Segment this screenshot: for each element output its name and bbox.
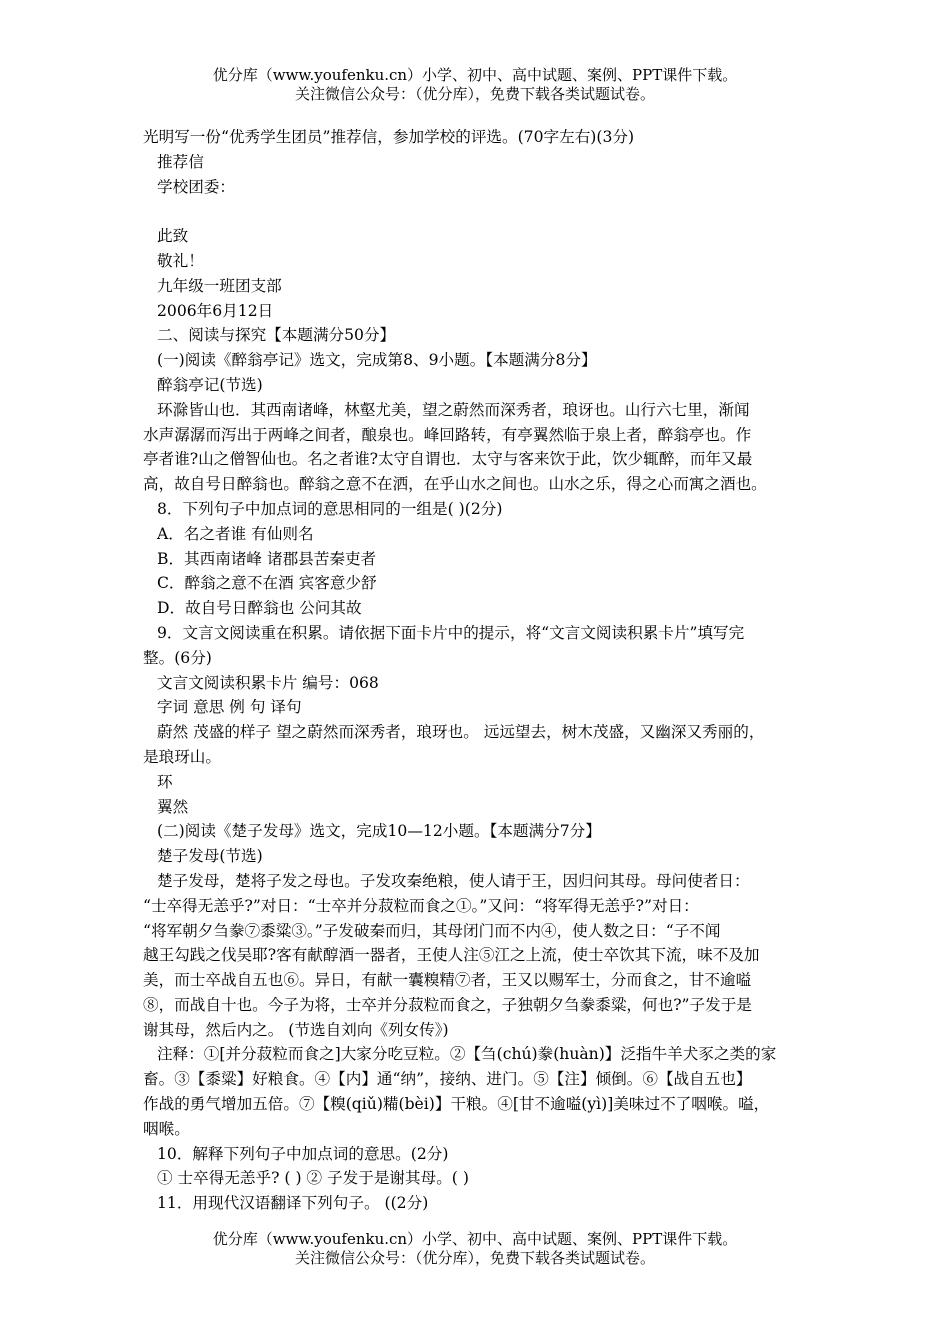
part-1-title: (一)阅读《醉翁亭记》选文，完成第8、9小题。【本题满分8分】 — [157, 351, 597, 370]
page-header — [0, 66, 950, 104]
passage-2-line: 谢其母，然后内之。 (节选自刘向《列女传》) — [143, 1020, 449, 1039]
card-header: 字词 意思 例 句 译句 — [157, 698, 302, 717]
card-row-3: 翼然 — [157, 797, 189, 816]
passage-2-line: “将军朝夕刍豢⑦黍粱③。”子发破秦而归，其母闭门而不内④，使人数之日：“子不闻 — [143, 921, 721, 940]
passage-2-line: ⑧，而战自十也。今子为将，士卒并分菽粒而食之，子独朝夕刍豢黍粱，何也?”子发于是 — [143, 995, 752, 1014]
question-11: 11．用现代汉语翻译下列句子。 ((2分) — [157, 1194, 429, 1213]
header-line-1: 优分库（www.youfenku.cn）小学、初中、高中试题、案例、PPT课件下载。 — [212, 66, 738, 84]
passage-2-line: 楚子发母，楚将子发之母也。子发攻秦绝粮，使人请于王，因归问其母。母问使者日： — [157, 871, 750, 890]
document-body — [143, 125, 811, 1216]
letter-date: 2006年6月12日 — [157, 301, 274, 320]
question-8: 8．下列句子中加点词的意思相同的一组是( )(2分) — [157, 499, 503, 518]
question-9-line-1: 9．文言文阅读重在积累。请依据下面卡片中的提示，将“文言文阅读积累卡片”填写完 — [157, 623, 745, 642]
header-line-2: 关注微信公众号：（优分库），免费下载各类试题试卷。 — [294, 85, 655, 103]
part-2-title: (二)阅读《楚子发母》选文，完成10—12小题。【本题满分7分】 — [157, 822, 601, 841]
notes-line: 注释：①[并分菽粒而食之]大家分吃豆粒。②【刍(chú)豢(huàn)】泛指牛羊犬豕之类的家 — [157, 1045, 777, 1064]
card-row-1: 蔚然 茂盛的样子 望之蔚然而深秀者，琅玡也。 远远望去，树木茂盛，又幽深又秀丽的， — [157, 723, 765, 742]
question-8-option-c: C．醉翁之意不在酒 宾客意少舒 — [157, 574, 377, 593]
letter-title: 推荐信 — [157, 152, 204, 171]
letter-sender: 九年级一班团支部 — [157, 276, 282, 295]
question-9-line-2: 整。(6分) — [143, 648, 212, 667]
passage-1-line: 亭者谁?山之僧智仙也。名之者谁?太守自谓也．太守与客来饮于此，饮少辄醉，而年又最 — [143, 450, 753, 469]
question-8-option-b: B．其西南诸峰 诸郡县苦秦吏者 — [157, 549, 377, 568]
passage-2-line: “士卒得无恙乎?”对日：“士卒并分菽粒而食之①。”又问：“将军得无恙乎?”对日： — [143, 896, 699, 915]
passage-2-line: 美，而士卒战自五也⑥。异日，有献一囊糗精⑦者，王又以赐军士，分而食之，甘不逾嗌 — [143, 971, 752, 990]
passage-1-title: 醉翁亭记(节选) — [157, 375, 263, 394]
notes-line: 畜。③【黍粱】好粮食。④【内】通“纳”，接纳、进门。⑤【注】倾倒。⑥【战自五也】 — [143, 1070, 752, 1089]
letter-closing-2: 敬礼！ — [157, 251, 204, 270]
passage-1-line: 高，故自号日醉翁也。醉翁之意不在洒，在乎山水之间也。山水之乐，得之心而寓之酒也。 — [143, 475, 767, 494]
page-footer — [0, 1230, 950, 1268]
notes-line: 咽喉。 — [143, 1119, 190, 1138]
letter-closing-1: 此致 — [157, 227, 189, 246]
intro-line: 光明写一份“优秀学生团员”推荐信，参加学校的评选。(70字左右)(3分) — [143, 128, 635, 146]
question-8-option-a: A．名之者谁 有仙则名 — [157, 524, 314, 543]
card-row-1-cont: 是琅玡山。 — [143, 747, 221, 766]
letter-salutation: 学校团委： — [157, 177, 235, 196]
notes-line: 作战的勇气增加五倍。⑦【糗(qiǔ)糒(bèi)】干粮。④[甘不逾嗌(yì)]美味过不了咽喉。嗌， — [143, 1095, 770, 1114]
card-title: 文言文阅读积累卡片 编号：068 — [157, 673, 379, 692]
passage-1-line: 环滁皆山也．其西南诸峰，林壑尤美，望之蔚然而深秀者，琅讶也。山行六七里，渐闻 — [157, 400, 750, 419]
passage-2-title: 楚子发母(节选) — [157, 847, 263, 866]
passage-2-line: 越王勾践之伐吴耶?客有献醇酒一器者，王使人注⑤江之上流，使士卒饮其下流，味不及加 — [143, 946, 760, 965]
footer-line-2: 关注微信公众号：（优分库），免费下载各类试题试卷。 — [294, 1249, 655, 1267]
question-8-option-d: D．故自号日醉翁也 公问其故 — [157, 599, 362, 618]
question-10: 10．解释下列句子中加点词的意思。(2分) — [157, 1144, 449, 1163]
card-row-2: 环 — [157, 772, 173, 791]
blank-line — [143, 199, 811, 224]
question-10-items: ① 士卒得无恙乎? ( ) ② 子发于是谢其母。( ) — [157, 1169, 469, 1188]
footer-line-1: 优分库（www.youfenku.cn）小学、初中、高中试题、案例、PPT课件下载。 — [212, 1230, 738, 1248]
passage-1-line: 水声潺潺而泻出于两峰之间者，酿泉也。峰回路转，有亭翼然临于泉上者，醉翁亭也。作 — [143, 425, 752, 444]
section-2-title: 二、阅读与探究【本题满分50分】 — [157, 326, 396, 345]
